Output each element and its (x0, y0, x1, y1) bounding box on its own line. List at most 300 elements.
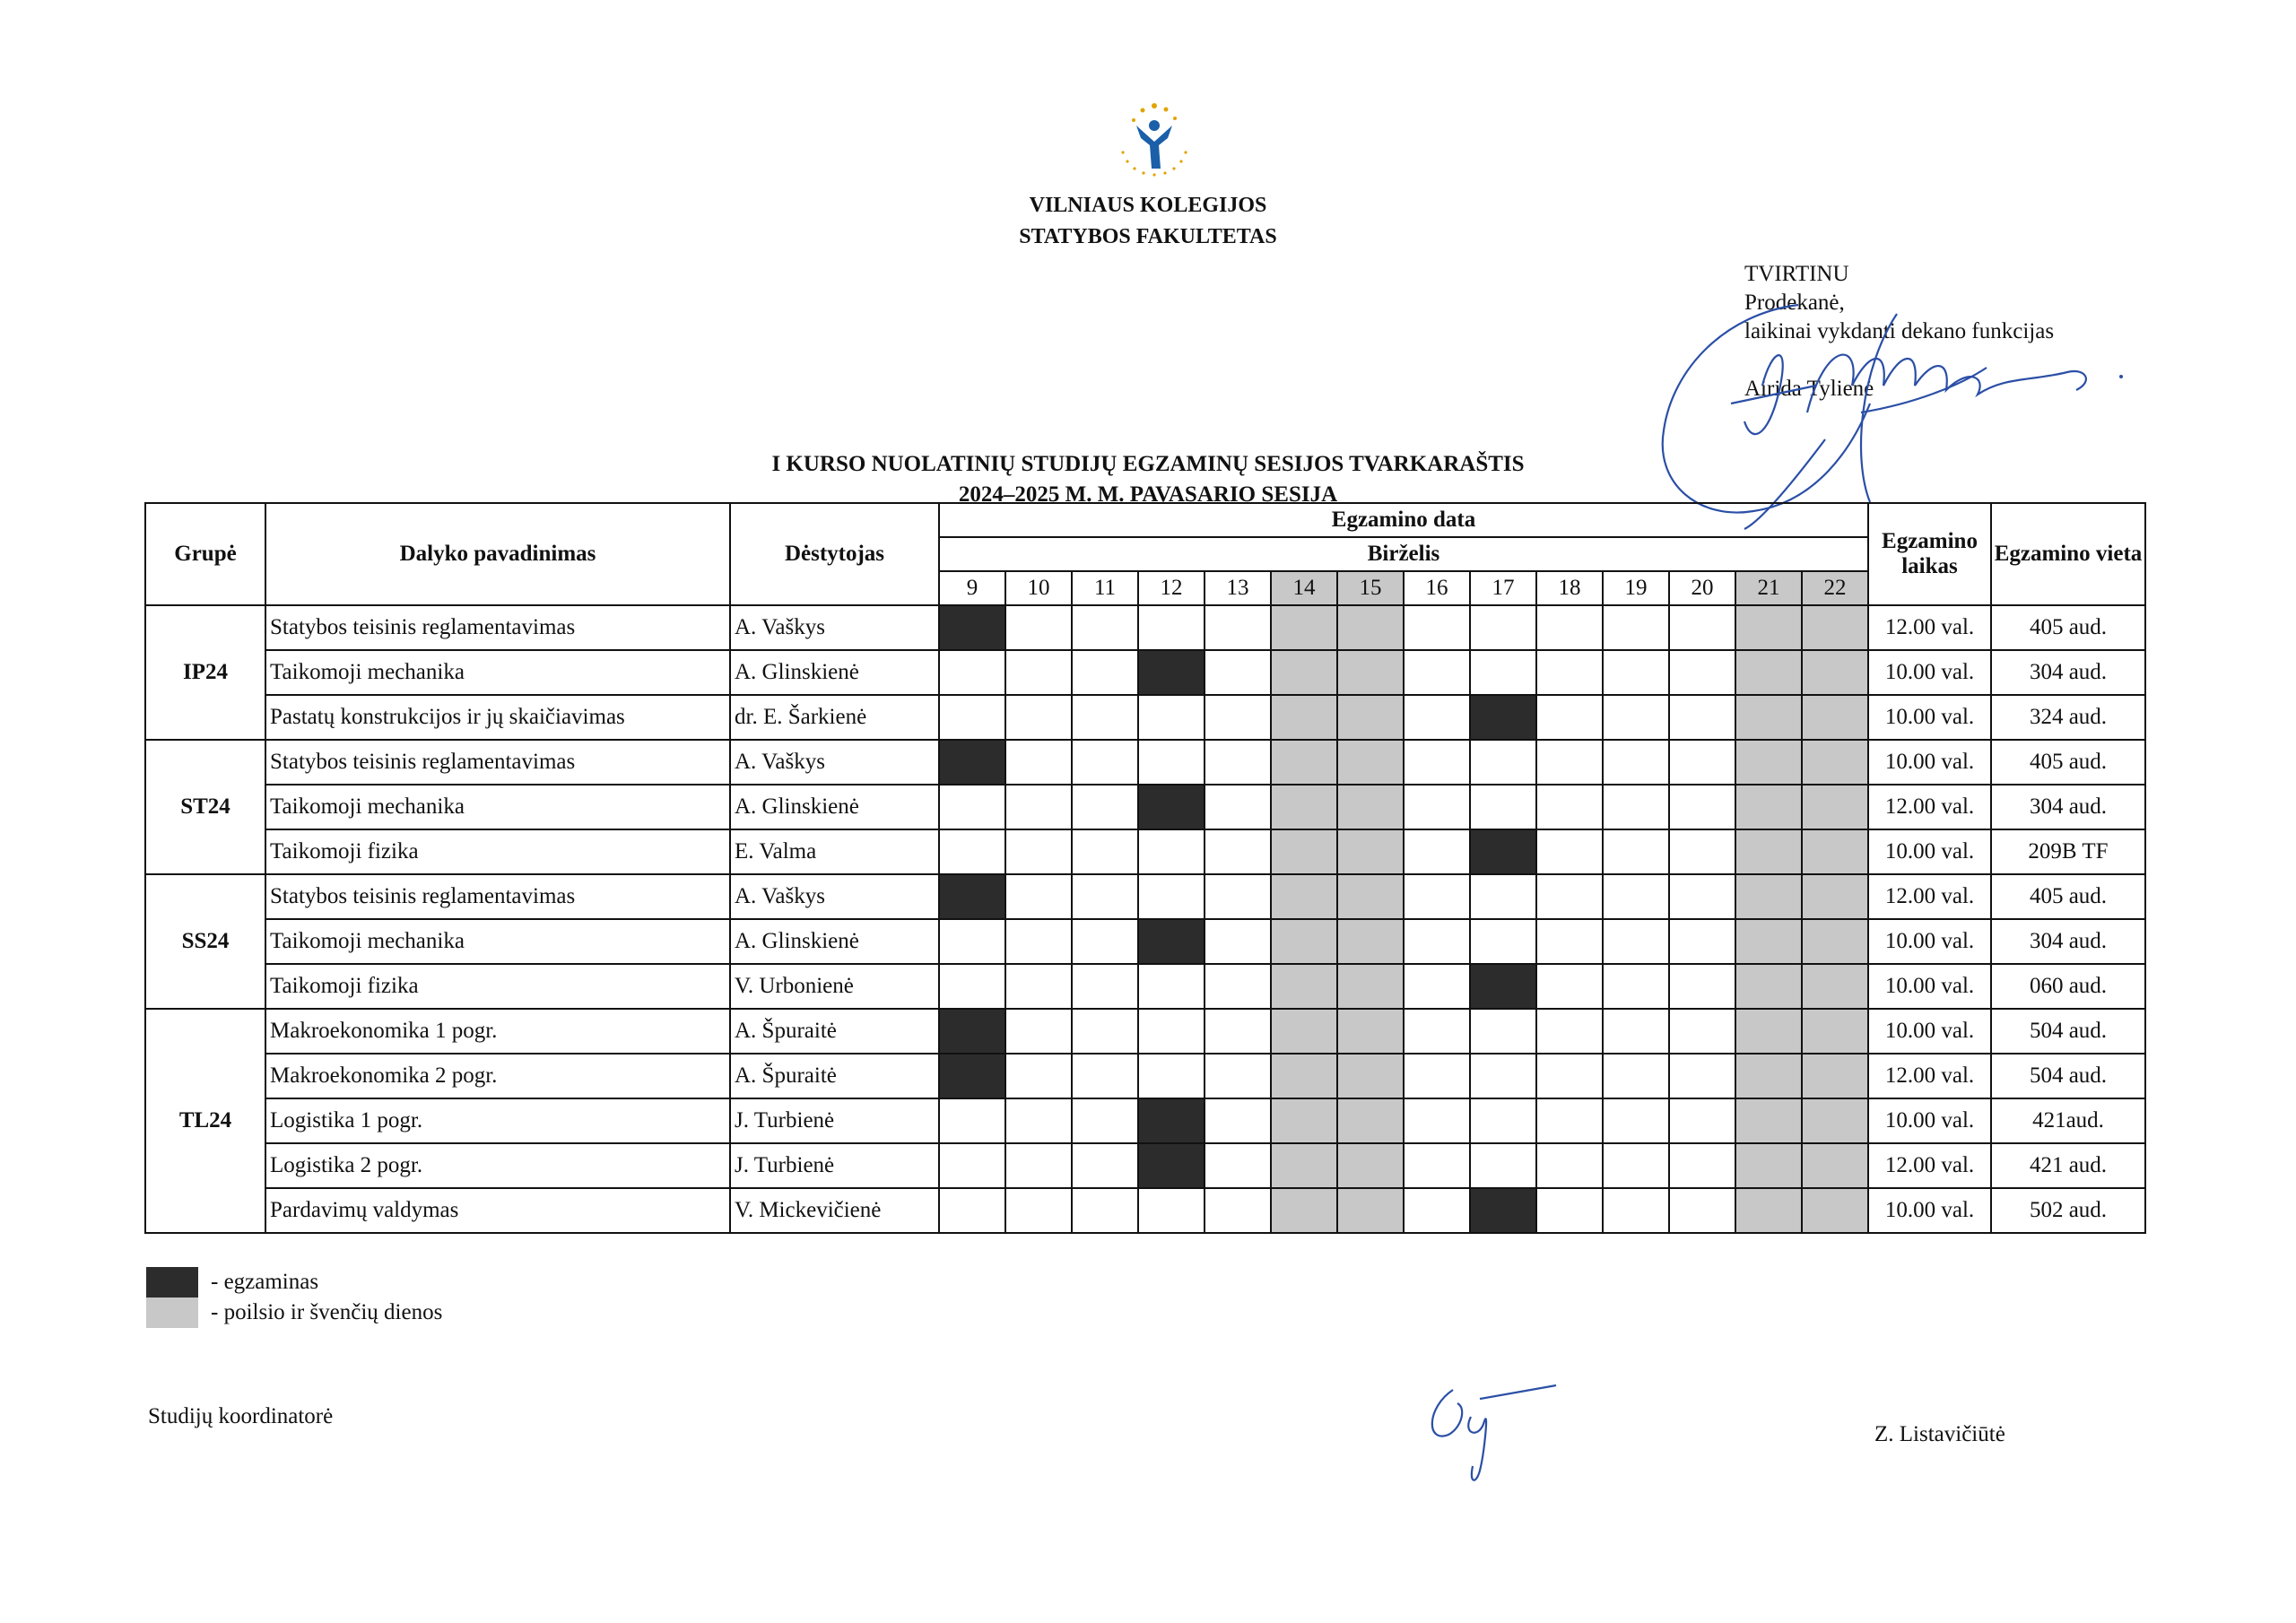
lecturer-cell: A. Glinskienė (730, 650, 939, 695)
table-row (145, 964, 2145, 1009)
exam-time-cell: 10.00 val. (1868, 1188, 1991, 1233)
day-cell (1205, 829, 1271, 874)
rest-day-cell (1802, 874, 1868, 919)
rest-day-cell (1802, 1009, 1868, 1054)
rest-day-cell (1271, 1188, 1337, 1233)
day-cell (1138, 964, 1205, 1009)
group-cell: IP24 (145, 605, 265, 740)
day-cell (1669, 1098, 1735, 1143)
coordinator-role: Studijų koordinatorė (148, 1404, 334, 1428)
day-cell (1669, 785, 1735, 829)
table-row (145, 695, 2145, 740)
day-cell (1205, 874, 1271, 919)
day-cell (1404, 740, 1470, 785)
lecturer-cell: E. Valma (730, 829, 939, 874)
day-cell (1470, 605, 1536, 650)
day-cell (1205, 1188, 1271, 1233)
day-cell (1072, 785, 1138, 829)
header-day: 11 (1072, 571, 1138, 605)
day-cell (1005, 785, 1072, 829)
day-cell (1005, 740, 1072, 785)
day-cell (1603, 874, 1669, 919)
day-cell (939, 695, 1005, 740)
rest-day-cell (1271, 695, 1337, 740)
day-cell (1536, 605, 1603, 650)
day-cell (1138, 695, 1205, 740)
day-cell (1536, 650, 1603, 695)
day-cell (1072, 1054, 1138, 1098)
lecturer-cell: A. Glinskienė (730, 919, 939, 964)
lecturer-cell: V. Mickevičienė (730, 1188, 939, 1233)
day-cell (1138, 740, 1205, 785)
day-cell (1470, 874, 1536, 919)
rest-day-cell (1337, 605, 1404, 650)
rest-day-cell (1735, 695, 1802, 740)
rest-day-cell (1735, 829, 1802, 874)
day-cell (1005, 1143, 1072, 1188)
rest-day-cell (1337, 695, 1404, 740)
exam-place-cell: 060 aud. (1991, 964, 2145, 1009)
day-cell (1603, 1009, 1669, 1054)
day-cell (1470, 1009, 1536, 1054)
exam-time-cell: 10.00 val. (1868, 919, 1991, 964)
exam-place-cell: 304 aud. (1991, 919, 2145, 964)
day-cell (1536, 785, 1603, 829)
rest-day-cell (1271, 1143, 1337, 1188)
day-cell (1072, 740, 1138, 785)
subject-cell: Taikomoji mechanika (265, 650, 730, 695)
subject-cell: Logistika 1 pogr. (265, 1098, 730, 1143)
day-cell (1072, 650, 1138, 695)
schedule-subtitle: 2024–2025 M. M. PAVASARIO SESIJA (958, 482, 1338, 507)
day-cell (1404, 695, 1470, 740)
day-cell (1205, 964, 1271, 1009)
rest-day-cell (1802, 1143, 1868, 1188)
day-cell (1603, 740, 1669, 785)
rest-day-cell (1271, 829, 1337, 874)
rest-day-cell (1337, 874, 1404, 919)
table-row (145, 874, 2145, 919)
rest-day-cell (1271, 605, 1337, 650)
rest-day-cell (1337, 740, 1404, 785)
rest-day-cell (1735, 785, 1802, 829)
rest-day-cell (1271, 964, 1337, 1009)
day-cell (1404, 1054, 1470, 1098)
day-cell (1072, 874, 1138, 919)
day-cell (1404, 874, 1470, 919)
legend (146, 1267, 442, 1328)
exam-time-cell: 12.00 val. (1868, 1143, 1991, 1188)
rest-day-cell (1271, 919, 1337, 964)
subject-cell: Taikomoji mechanika (265, 785, 730, 829)
day-cell (1005, 1009, 1072, 1054)
group-cell: ST24 (145, 740, 265, 874)
exam-place-cell: 421 aud. (1991, 1143, 2145, 1188)
exam-place-cell: 304 aud. (1991, 650, 2145, 695)
day-cell (1205, 1098, 1271, 1143)
subject-cell: Makroekonomika 2 pogr. (265, 1054, 730, 1098)
day-cell (1536, 1098, 1603, 1143)
rest-day-cell (1337, 1098, 1404, 1143)
day-cell (1470, 785, 1536, 829)
day-cell (1669, 919, 1735, 964)
table-row (145, 1054, 2145, 1098)
subject-cell: Statybos teisinis reglamentavimas (265, 874, 730, 919)
legend-exam-label: - egzaminas (211, 1270, 319, 1294)
day-cell (1536, 740, 1603, 785)
day-cell (1005, 874, 1072, 919)
rest-day-cell (1802, 740, 1868, 785)
rest-day-cell (1337, 785, 1404, 829)
rest-day-cell (1337, 1054, 1404, 1098)
exam-day-cell (1470, 964, 1536, 1009)
day-cell (939, 829, 1005, 874)
table-row (145, 1143, 2145, 1188)
rest-day-cell (1802, 1098, 1868, 1143)
rest-day-cell (1337, 919, 1404, 964)
header-day: 12 (1138, 571, 1205, 605)
day-cell (1404, 1009, 1470, 1054)
exam-day-cell (939, 874, 1005, 919)
day-cell (1603, 1098, 1669, 1143)
day-cell (939, 1143, 1005, 1188)
day-cell (1138, 605, 1205, 650)
subject-cell: Statybos teisinis reglamentavimas (265, 605, 730, 650)
day-cell (1072, 829, 1138, 874)
lecturer-cell: J. Turbienė (730, 1143, 939, 1188)
header-day: 13 (1205, 571, 1271, 605)
rest-day-cell (1735, 650, 1802, 695)
day-cell (1404, 650, 1470, 695)
exam-day-cell (1470, 1188, 1536, 1233)
rest-day-cell (1337, 1009, 1404, 1054)
day-cell (1072, 695, 1138, 740)
rest-day-cell (1735, 605, 1802, 650)
exam-time-cell: 12.00 val. (1868, 785, 1991, 829)
exam-day-cell (1138, 1098, 1205, 1143)
lecturer-cell: A. Špuraitė (730, 1009, 939, 1054)
exam-schedule-table (144, 502, 2146, 1234)
day-cell (939, 1188, 1005, 1233)
approval-title: TVIRTINU (1744, 262, 1849, 286)
group-cell: TL24 (145, 1009, 265, 1233)
day-cell (1072, 1098, 1138, 1143)
day-cell (1470, 1143, 1536, 1188)
day-cell (1205, 740, 1271, 785)
exam-place-cell: 504 aud. (1991, 1054, 2145, 1098)
exam-day-cell (939, 1054, 1005, 1098)
header-day: 17 (1470, 571, 1536, 605)
exam-time-cell: 10.00 val. (1868, 695, 1991, 740)
rest-day-cell (1802, 1188, 1868, 1233)
rest-day-cell (1271, 874, 1337, 919)
schedule-title: I KURSO NUOLATINIŲ STUDIJŲ EGZAMINŲ SESIJOS TVARKARAŠTIS (771, 452, 1525, 476)
rest-day-cell (1271, 740, 1337, 785)
exam-place-cell: 405 aud. (1991, 740, 2145, 785)
exam-place-cell: 304 aud. (1991, 785, 2145, 829)
day-cell (1669, 695, 1735, 740)
exam-time-cell: 12.00 val. (1868, 874, 1991, 919)
day-cell (1005, 829, 1072, 874)
rest-day-cell (1802, 919, 1868, 964)
day-cell (1536, 1054, 1603, 1098)
day-cell (1536, 1188, 1603, 1233)
day-cell (1603, 1188, 1669, 1233)
rest-day-cell (1337, 650, 1404, 695)
lecturer-cell: A. Vaškys (730, 874, 939, 919)
day-cell (1072, 605, 1138, 650)
subject-cell: Statybos teisinis reglamentavimas (265, 740, 730, 785)
table-row (145, 1188, 2145, 1233)
day-cell (1072, 1009, 1138, 1054)
table-row (145, 740, 2145, 785)
day-cell (1404, 919, 1470, 964)
day-cell (1536, 829, 1603, 874)
exam-time-cell: 10.00 val. (1868, 650, 1991, 695)
day-cell (1138, 829, 1205, 874)
day-cell (1005, 1188, 1072, 1233)
lecturer-cell: V. Urbonienė (730, 964, 939, 1009)
exam-time-cell: 12.00 val. (1868, 605, 1991, 650)
day-cell (939, 1098, 1005, 1143)
institution-name: VILNIAUS KOLEGIJOS (1029, 194, 1267, 217)
rest-day-cell (1271, 785, 1337, 829)
exam-place-cell: 405 aud. (1991, 874, 2145, 919)
day-cell (1470, 740, 1536, 785)
rest-day-cell (1735, 740, 1802, 785)
day-cell (1005, 1054, 1072, 1098)
day-cell (1470, 919, 1536, 964)
exam-place-cell: 209B TF (1991, 829, 2145, 874)
header-day: 22 (1802, 571, 1868, 605)
day-cell (1404, 1098, 1470, 1143)
header-day: 10 (1005, 571, 1072, 605)
rest-day-cell (1337, 1188, 1404, 1233)
lecturer-cell: A. Vaškys (730, 605, 939, 650)
header-month: Birželis (939, 537, 1868, 571)
header-day: 9 (939, 571, 1005, 605)
day-cell (1603, 785, 1669, 829)
exam-day-cell (1470, 695, 1536, 740)
rest-day-cell (1802, 605, 1868, 650)
day-cell (1669, 1009, 1735, 1054)
exam-time-cell: 10.00 val. (1868, 964, 1991, 1009)
day-cell (1072, 1143, 1138, 1188)
lecturer-cell: A. Vaškys (730, 740, 939, 785)
lecturer-cell: J. Turbienė (730, 1098, 939, 1143)
header-exam-place: Egzamino vieta (1991, 503, 2145, 605)
header-day: 15 (1337, 571, 1404, 605)
faculty-name: STATYBOS FAKULTETAS (1019, 225, 1277, 248)
day-cell (1603, 964, 1669, 1009)
rest-day-cell (1337, 964, 1404, 1009)
rest-day-cell (1271, 1009, 1337, 1054)
day-cell (1470, 650, 1536, 695)
exam-day-cell (1138, 785, 1205, 829)
approval-block (1744, 260, 2054, 404)
rest-day-cell (1735, 1054, 1802, 1098)
header-exam-date: Egzamino data (939, 503, 1868, 537)
header-day: 20 (1669, 571, 1735, 605)
day-cell (1404, 605, 1470, 650)
day-cell (1470, 1098, 1536, 1143)
rest-day-cell (1735, 1098, 1802, 1143)
subject-cell: Taikomoji mechanika (265, 919, 730, 964)
subject-cell: Taikomoji fizika (265, 829, 730, 874)
exam-place-cell: 405 aud. (1991, 605, 2145, 650)
day-cell (1536, 964, 1603, 1009)
day-cell (1205, 919, 1271, 964)
header-day: 18 (1536, 571, 1603, 605)
subject-cell: Pastatų konstrukcijos ir jų skaičiavimas (265, 695, 730, 740)
subject-cell: Taikomoji fizika (265, 964, 730, 1009)
approval-position: Prodekanė, (1744, 291, 1845, 315)
exam-day-cell (939, 1009, 1005, 1054)
exam-day-cell (1138, 1143, 1205, 1188)
header-subject: Dalyko pavadinimas (265, 503, 730, 605)
day-cell (1404, 1143, 1470, 1188)
day-cell (1404, 785, 1470, 829)
subject-cell: Logistika 2 pogr. (265, 1143, 730, 1188)
coordinator-signature (1417, 1372, 1561, 1497)
rest-day-cell (1735, 1188, 1802, 1233)
day-cell (1072, 964, 1138, 1009)
lecturer-cell: A. Glinskienė (730, 785, 939, 829)
day-cell (1669, 650, 1735, 695)
group-cell: SS24 (145, 874, 265, 1009)
table-row (145, 1009, 2145, 1054)
rest-day-cell (1735, 1143, 1802, 1188)
day-cell (1404, 964, 1470, 1009)
approval-role: laikinai vykdanti dekano funkcijas (1744, 319, 2055, 343)
day-cell (1005, 919, 1072, 964)
header-day: 16 (1404, 571, 1470, 605)
rest-day-cell (1735, 1009, 1802, 1054)
day-cell (1005, 605, 1072, 650)
day-cell (1072, 919, 1138, 964)
day-cell (1669, 874, 1735, 919)
coordinator-name: Z. Listavičiūtė (1874, 1422, 2005, 1446)
day-cell (1072, 1188, 1138, 1233)
rest-day-cell (1802, 650, 1868, 695)
day-cell (1005, 650, 1072, 695)
day-cell (1205, 1054, 1271, 1098)
day-cell (1404, 1188, 1470, 1233)
exam-time-cell: 10.00 val. (1868, 829, 1991, 874)
exam-day-cell (939, 740, 1005, 785)
legend-exam-swatch (146, 1267, 198, 1298)
table-row (145, 650, 2145, 695)
subject-cell: Makroekonomika 1 pogr. (265, 1009, 730, 1054)
header-day: 14 (1271, 571, 1337, 605)
day-cell (1536, 1009, 1603, 1054)
header-group: Grupė (145, 503, 265, 605)
day-cell (1205, 1143, 1271, 1188)
day-cell (1669, 740, 1735, 785)
rest-day-cell (1337, 1143, 1404, 1188)
rest-day-cell (1802, 695, 1868, 740)
day-cell (1603, 829, 1669, 874)
exam-day-cell (1470, 829, 1536, 874)
day-cell (1005, 695, 1072, 740)
day-cell (1536, 1143, 1603, 1188)
day-cell (1205, 695, 1271, 740)
exam-place-cell: 504 aud. (1991, 1009, 2145, 1054)
rest-day-cell (1802, 964, 1868, 1009)
day-cell (939, 785, 1005, 829)
exam-time-cell: 12.00 val. (1868, 1054, 1991, 1098)
exam-place-cell: 324 aud. (1991, 695, 2145, 740)
header-day: 21 (1735, 571, 1802, 605)
day-cell (939, 919, 1005, 964)
exam-day-cell (939, 605, 1005, 650)
day-cell (1138, 874, 1205, 919)
table-row (145, 829, 2145, 874)
rest-day-cell (1802, 1054, 1868, 1098)
day-cell (939, 650, 1005, 695)
day-cell (1138, 1188, 1205, 1233)
day-cell (1603, 650, 1669, 695)
exam-place-cell: 502 aud. (1991, 1188, 2145, 1233)
day-cell (1205, 1009, 1271, 1054)
exam-time-cell: 10.00 val. (1868, 740, 1991, 785)
table-row (145, 1098, 2145, 1143)
day-cell (1603, 919, 1669, 964)
lecturer-cell: dr. E. Šarkienė (730, 695, 939, 740)
rest-day-cell (1802, 829, 1868, 874)
day-cell (1603, 1143, 1669, 1188)
day-cell (1669, 1143, 1735, 1188)
day-cell (1603, 1054, 1669, 1098)
header-exam-time: Egzamino laikas (1868, 503, 1991, 605)
exam-place-cell: 421aud. (1991, 1098, 2145, 1143)
day-cell (1536, 919, 1603, 964)
day-cell (1205, 650, 1271, 695)
header-day: 19 (1603, 571, 1669, 605)
rest-day-cell (1271, 650, 1337, 695)
college-logo (1105, 99, 1204, 188)
day-cell (1404, 829, 1470, 874)
day-cell (1669, 829, 1735, 874)
subject-cell: Pardavimų valdymas (265, 1188, 730, 1233)
day-cell (1005, 964, 1072, 1009)
rest-day-cell (1337, 829, 1404, 874)
day-cell (1536, 695, 1603, 740)
approval-name: Airida Tylienė (1744, 377, 1874, 401)
day-cell (1669, 605, 1735, 650)
rest-day-cell (1802, 785, 1868, 829)
day-cell (1536, 874, 1603, 919)
table-row (145, 785, 2145, 829)
rest-day-cell (1271, 1098, 1337, 1143)
day-cell (1669, 1054, 1735, 1098)
rest-day-cell (1271, 1054, 1337, 1098)
day-cell (1138, 1054, 1205, 1098)
day-cell (1603, 695, 1669, 740)
lecturer-cell: A. Špuraitė (730, 1054, 939, 1098)
day-cell (1005, 1098, 1072, 1143)
header-lecturer: Dėstytojas (730, 503, 939, 605)
day-cell (1470, 1054, 1536, 1098)
day-cell (1205, 605, 1271, 650)
table-row (145, 919, 2145, 964)
exam-time-cell: 10.00 val. (1868, 1009, 1991, 1054)
day-cell (939, 964, 1005, 1009)
day-cell (1669, 964, 1735, 1009)
rest-day-cell (1735, 874, 1802, 919)
rest-day-cell (1735, 964, 1802, 1009)
exam-day-cell (1138, 919, 1205, 964)
